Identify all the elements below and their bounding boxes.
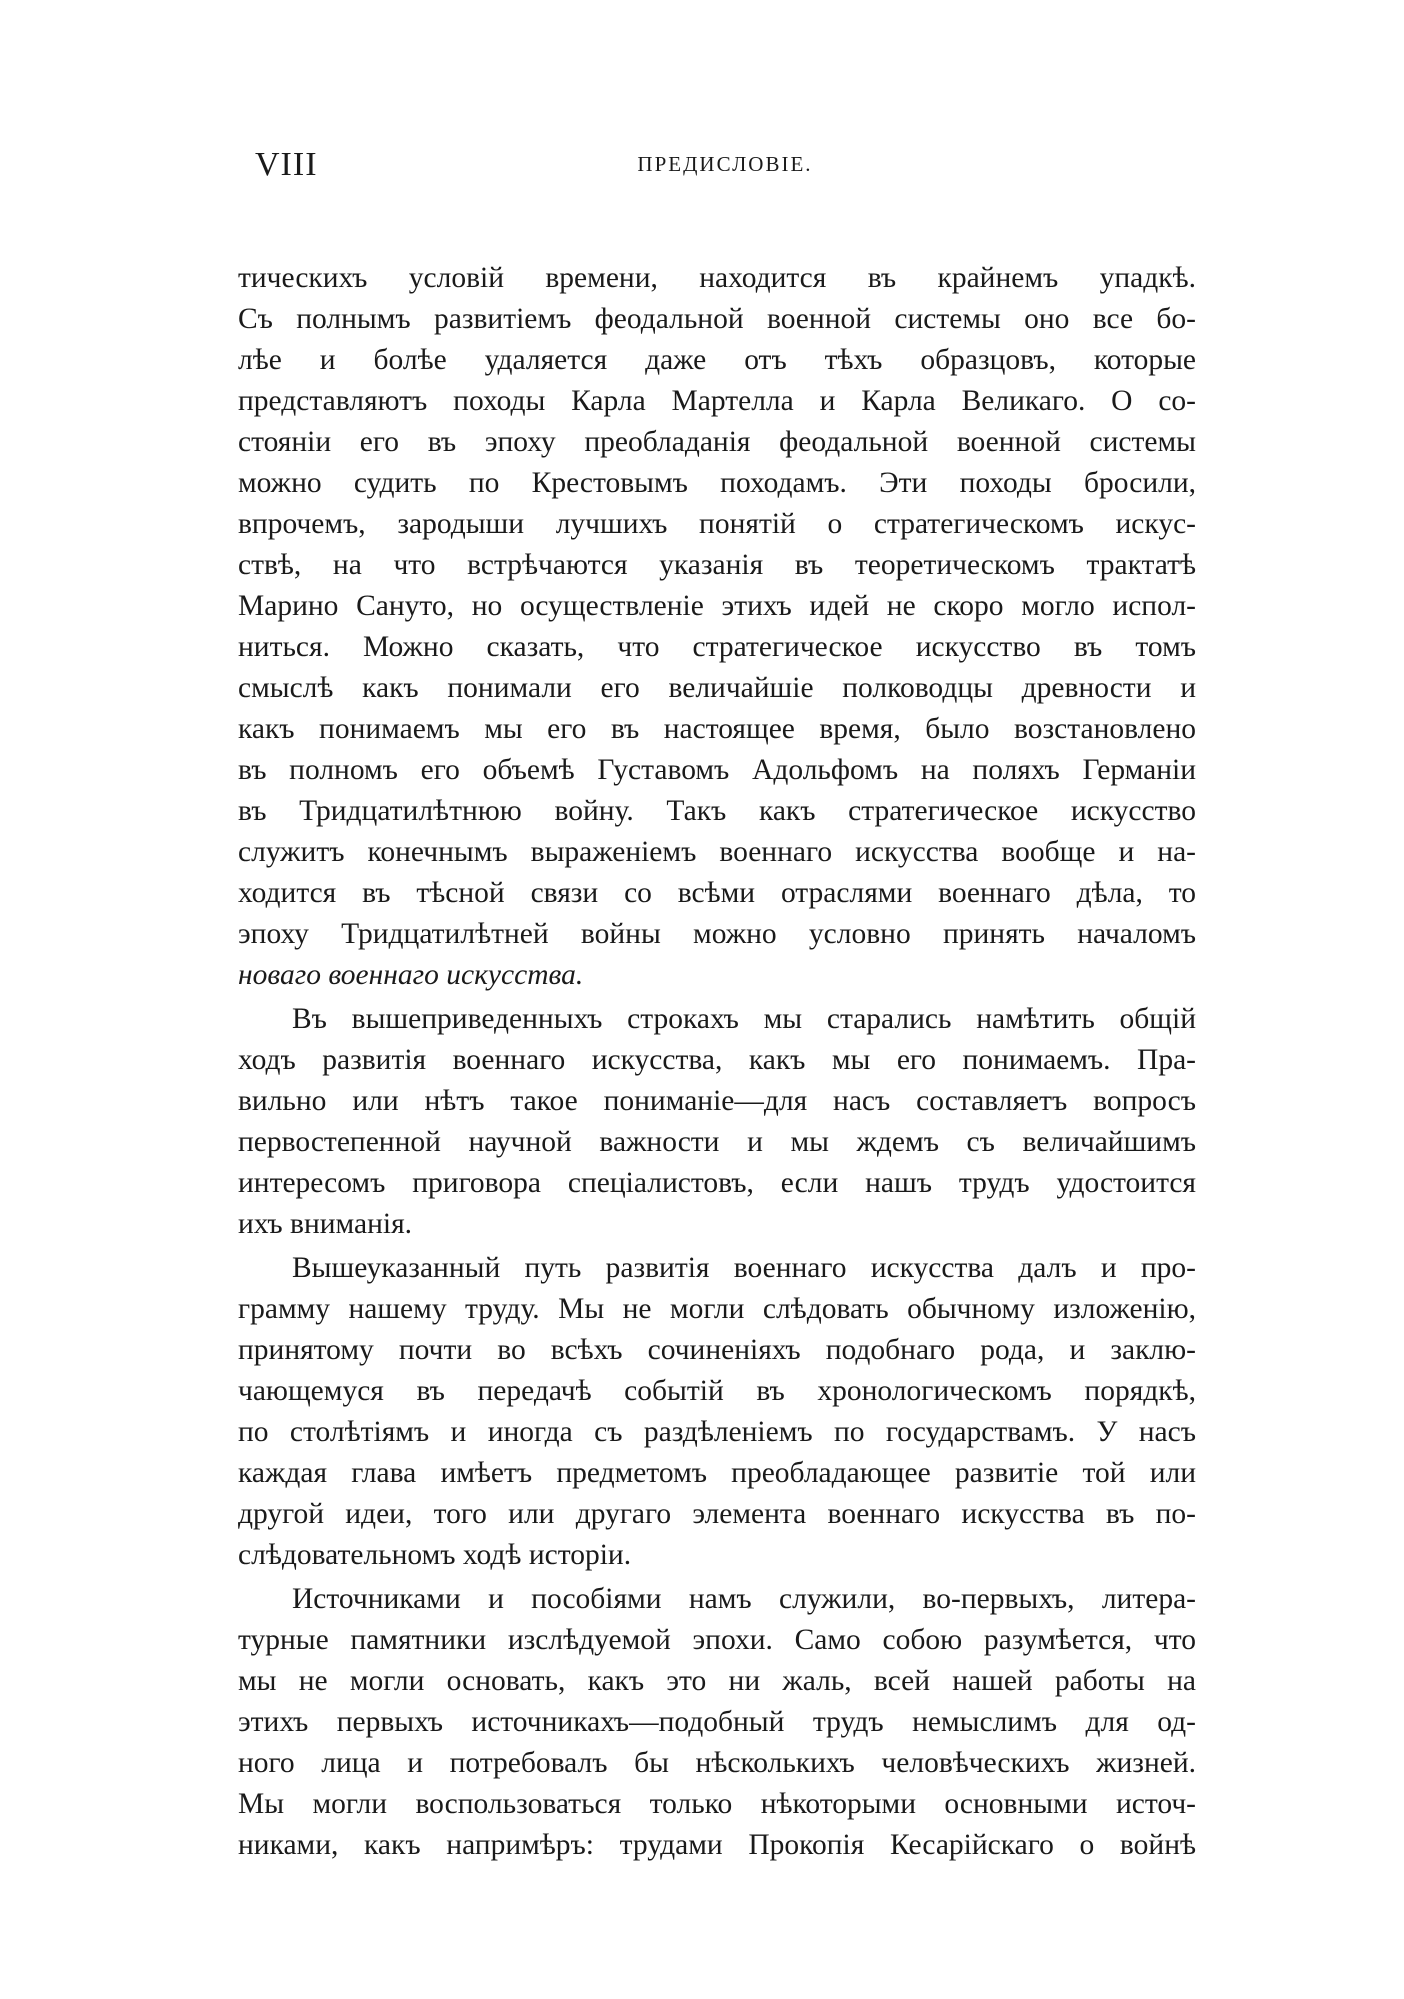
paragraph-1 (238, 258, 1196, 996)
text-line: ного лица и потребовалъ бы нѣсколькихъ человѣческихъ жизней. (238, 1747, 1196, 1779)
text-line: интересомъ приговора спеціалистовъ, если нашъ трудъ удостоится (238, 1167, 1196, 1199)
text-line: лѣе и болѣе удаляется даже отъ тѣхъ образцовъ, которые (238, 344, 1196, 376)
text-line: стояніи его въ эпоху преобладанія феодальной военной системы (238, 426, 1196, 458)
text-line: Въ вышеприведенныхъ строкахъ мы старались намѣтить общій (292, 1003, 1196, 1035)
page-header (255, 146, 1195, 186)
text-line: этихъ первыхъ источникахъ—подобный трудъ немыслимъ для од- (238, 1706, 1196, 1738)
text-line: какъ понимаемъ мы его въ настоящее время, было возстановлено (238, 713, 1196, 745)
text-line: Мы могли воспользоваться только нѣкоторыми основными источ- (238, 1788, 1196, 1820)
text-line: никами, какъ напримѣръ: трудами Прокопія Кесарійскаго о войнѣ (238, 1829, 1196, 1861)
text-line: въ полномъ его объемѣ Густавомъ Адольфомъ на поляхъ Германіи (238, 754, 1196, 786)
body-text (238, 258, 1196, 1866)
text-line: Вышеуказанный путь развитія военнаго искусства далъ и про- (292, 1252, 1196, 1284)
text-line: принятому почти во всѣхъ сочиненіяхъ подобнаго рода, и заклю- (238, 1334, 1196, 1366)
text-line: въ Тридцатилѣтнюю войну. Такъ какъ стратегическое искусство (238, 795, 1196, 827)
text-line: ходится въ тѣсной связи со всѣми отраслями военнаго дѣла, то (238, 877, 1196, 909)
text-line: ствѣ, на что встрѣчаются указанія въ теоретическомъ трактатѣ (238, 549, 1196, 581)
text-line: ниться. Можно сказать, что стратегическое искусство въ томъ (238, 631, 1196, 663)
text-line: мы не могли основать, какъ это ни жаль, всей нашей работы на (238, 1665, 1196, 1697)
italic-emphasis: новаго военнаго искусства. (238, 959, 584, 991)
text-line: эпоху Тридцатилѣтней войны можно условно принять началомъ (238, 918, 1196, 950)
running-title: ПРЕДИСЛОВІЕ. (637, 152, 813, 176)
text-line: по столѣтіямъ и иногда съ раздѣленіемъ по государствамъ. У насъ (238, 1416, 1196, 1448)
text-line: чающемуся въ передачѣ событій въ хронологическомъ порядкѣ, (238, 1375, 1196, 1407)
text-line: можно судить по Крестовымъ походамъ. Эти походы бросили, (238, 467, 1196, 499)
text-line: Марино Сануто, но осуществленіе этихъ идей не скоро могло испол- (238, 590, 1196, 622)
text-line: тическихъ условій времени, находится въ крайнемъ упадкѣ. (238, 262, 1196, 294)
text-line: турные памятники изслѣдуемой эпохи. Само собою разумѣется, что (238, 1624, 1196, 1656)
text-line: каждая глава имѣетъ предметомъ преобладающее развитіе той или (238, 1457, 1196, 1489)
text-line: другой идеи, того или другаго элемента военнаго искусства въ по- (238, 1498, 1196, 1530)
text-line: представляютъ походы Карла Мартелла и Карла Великаго. О со- (238, 385, 1196, 417)
text-line: первостепенной научной важности и мы ждемъ съ величайшимъ (238, 1126, 1196, 1158)
paragraph-2 (238, 999, 1196, 1245)
text-line: служитъ конечнымъ выраженіемъ военнаго искусства вообще и на- (238, 836, 1196, 868)
text-line: Источниками и пособіями намъ служили, во-первыхъ, литера- (292, 1583, 1196, 1615)
text-line: вильно или нѣтъ такое пониманіе—для насъ составляетъ вопросъ (238, 1085, 1196, 1117)
page-number: VIII (255, 146, 318, 183)
paragraph-4 (238, 1579, 1196, 1866)
paragraph-3 (238, 1248, 1196, 1576)
text-line: впрочемъ, зародыши лучшихъ понятій о стратегическомъ искус- (238, 508, 1196, 540)
text-line-italic (238, 955, 1196, 996)
text-line: ихъ вниманія. (238, 1208, 413, 1240)
text-line: ходъ развитія военнаго искусства, какъ мы его понимаемъ. Пра- (238, 1044, 1196, 1076)
text-line: слѣдовательномъ ходѣ исторіи. (238, 1539, 632, 1571)
text-line: смыслѣ какъ понимали его величайшіе полководцы древности и (238, 672, 1196, 704)
text-line: Съ полнымъ развитіемъ феодальной военной системы оно все бо- (238, 303, 1196, 335)
text-line: грамму нашему труду. Мы не могли слѣдовать обычному изложенію, (238, 1293, 1196, 1325)
